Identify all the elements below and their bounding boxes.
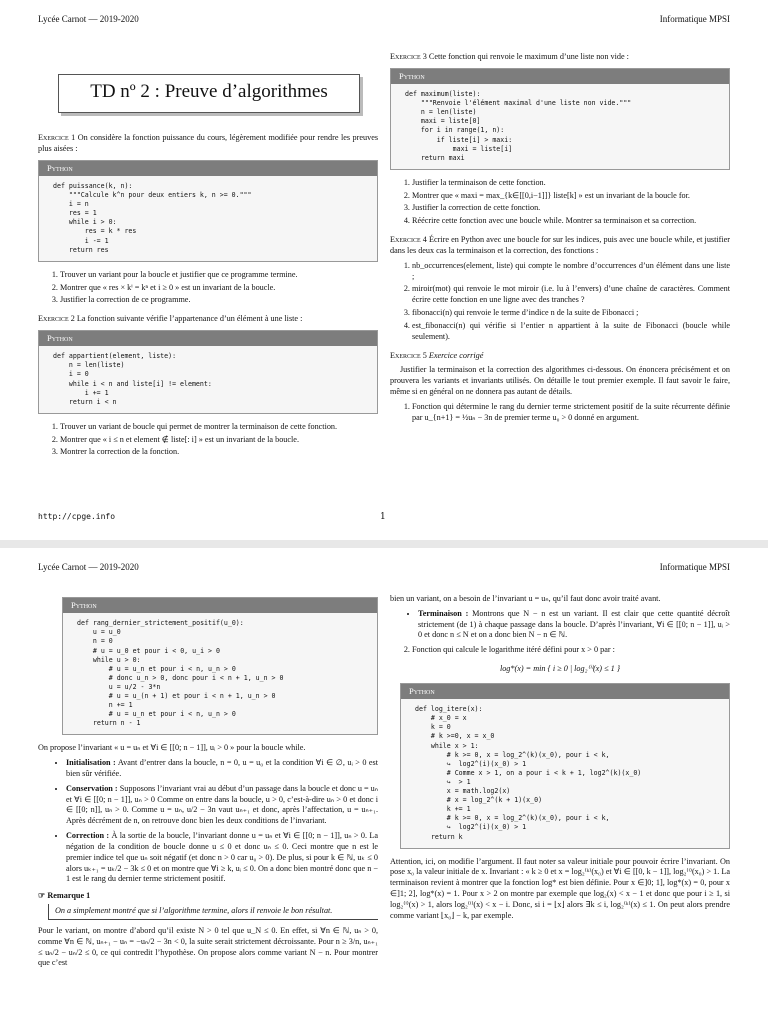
list-item: 3. Justifier la correction de cette fonction. bbox=[412, 203, 730, 214]
code-block-maximum bbox=[390, 68, 730, 170]
exercise-1 bbox=[38, 133, 378, 155]
code-listing: def rang_dernier_strictement_positif(u_0): u = u_0 n = 0 # u = u_0 et pour i < 0, u_i > 0 while u > 0: # u = u_n et pour i < n, u_n > 0 # donc u_n > 0, donc pour i < n + 1, u_n > 0 u = u/2 - 3*n # u = u_(n + 1) et pour i < n + 1, u_n > 0 n += 1 # u = u_n et pour i < n, u_n > 0 return n - 1 bbox=[63, 613, 377, 734]
footer-url: http://cpge.info bbox=[38, 512, 116, 521]
invariant-text: On propose l’invariant « u = uₙ et ∀i ∈ [[0; n − 1]], uᵢ > 0 » pour la boucle while. bbox=[38, 743, 306, 753]
code-listing: def puissance(k, n): """Calcule k^n pour deux entiers k, n >= 0.""" i = n res = 1 while i > 0: res = k * res i -= 1 return res bbox=[39, 176, 377, 261]
list-item: • Conservation : Supposons l’invariant vrai au début d’un passage dans la boucle et donc u = uₙ et ∀i ∈ [[0; n − 1]], uₙ > 0 Comme on entre dans la boucle, u > 0, c’est-à-dire uₙ > 0 et donc i ∈ [[0; n]], uₙ > 0. Comme u = uₙ, u/2 − 3n vaut uₙ₊₁ et donc, après l’affectation, u = uₙ₊₁. Après décrément de n, on retrouve donc bien les deux conditions de l’invariant. bbox=[66, 784, 378, 827]
page-2 bbox=[0, 548, 768, 1024]
list-item: 1. Trouver un variant de boucle qui permet de montrer la terminaison de cette fonction. bbox=[60, 422, 378, 433]
list-item: 4. Réécrire cette fonction avec une boucle while. Montrer sa terminaison et sa correction. bbox=[412, 216, 730, 227]
exercise-1-heading: Exercice 1 bbox=[38, 133, 76, 143]
list-item: • Initialisation : Avant d’entrer dans la boucle, n = 0, u = u₀ et la condition ∀i ∈ ∅, uᵢ > 0 est bien sûr vérifiée. bbox=[66, 758, 378, 780]
page2-left-column bbox=[38, 592, 378, 973]
exercise-4 bbox=[390, 235, 730, 257]
attention-text: Attention, ici, on modifie l’argument. Il faut noter sa valeur initiale pour pouvoir écrire l’invariant. On pose x₀ la valeur initiale de x. Invariant : « k ≥ 0 et x = log₂⁽ᵏ⁾(x₀) et ∀i ∈ [[0, k − 1]], log₂⁽ⁱ⁾(x₀) > 1. La terminaison revient à montrer que la fonction log* est bien définie. Pour x ∈]0; 1], log*(x) = 0, pour x ∈]1; 2], log*(x) = 1. Pour x > 2 on montre par exemple que log₂(x) < x − 1 et donc que pour i ≥ 1, si log₂⁽ⁱ⁾(x) > 1, alors log₂⁽ⁱ⁾(x) < x − i. Donc, si i = ⌊x⌋ alors ∃k ≤ i, log₂⁽ᵏ⁾(x) ≤ 1. On peut alors prendre comme variant ⌊x₀⌋ − k, par exemple. bbox=[390, 856, 730, 920]
code-language-label: Python bbox=[401, 684, 729, 699]
list-item: 1. Trouver un variant pour la boucle et justifier que ce programme termine. bbox=[60, 270, 378, 281]
exercise-2-intro: La fonction suivante vérifie l’appartenance d’un élément à une liste : bbox=[76, 314, 303, 324]
page1-right-column bbox=[390, 52, 730, 430]
list-item: 2. miroir(mot) qui renvoie le mot miroir (i.e. lu à l’envers) d’une chaîne de caractères. Comment écrire cette fonction en une ligne avec des tranches ? bbox=[412, 284, 730, 306]
list-item: 2. Fonction qui calcule le logarithme itéré défini pour x > 0 par : bbox=[412, 645, 730, 656]
code-listing: def maximum(liste): """Renvoie l'élément maximal d'une liste non vide.""" n = len(liste) maxi = liste[0] for i in range(1, n): if liste[i] > maxi: maxi = liste[i] return maxi bbox=[391, 84, 729, 169]
header-right: Informatique MPSI bbox=[659, 14, 730, 24]
exercise-3-questions bbox=[390, 178, 730, 227]
list-item: 3. Montrer la correction de la fonction. bbox=[60, 447, 378, 458]
code-language-label: Python bbox=[63, 598, 377, 613]
exercise-5 bbox=[390, 351, 730, 362]
exercise-1-questions bbox=[38, 270, 378, 306]
page-number: 1 bbox=[380, 512, 386, 522]
exercise-4-heading: Exercice 4 bbox=[390, 235, 427, 245]
page-title: TD nº 2 : Preuve d’algorithmes bbox=[58, 74, 360, 113]
exercise-3-intro: Cette fonction qui renvoie le maximum d’une liste non vide : bbox=[428, 52, 629, 61]
proof-bullets bbox=[38, 758, 378, 885]
code-listing: def appartient(element, liste): n = len(liste) i = 0 while i < n and liste[i] != element: i += 1 return i < n bbox=[39, 346, 377, 413]
list-item: 2. Montrer que « i ≤ n et element ∉ liste[: i] » est un invariant de la boucle. bbox=[60, 435, 378, 446]
list-item: 1. nb_occurrences(element, liste) qui compte le nombre d’occurrences d’un élément dans une liste ; bbox=[412, 261, 730, 283]
exercise-1-intro: On considère la fonction puissance du cours, légèrement modifiée pour rendre les preuves plus aisées : bbox=[38, 133, 379, 153]
exercise-5-questions bbox=[390, 402, 730, 424]
code-language-label: Python bbox=[39, 161, 377, 176]
exercise-4-intro: Écrire en Python avec une boucle for sur les indices, puis avec une boucle while, et justifier dans les deux cas la terminaison et la correction, des fonctions : bbox=[390, 235, 731, 255]
exercise-5-questions-cont bbox=[390, 645, 730, 656]
exercise-5-heading: Exercice 5 bbox=[390, 350, 427, 360]
page2-right-column bbox=[390, 592, 730, 926]
code-block-appartient bbox=[38, 330, 378, 414]
code-listing: def log_itere(x): # x_0 = x k = 0 # k >=0, x = x_0 while x > 1: # k >= 0, x = log_2^(k)(x_0), pour i < k, ↪ log2^(i)(x_0) > 1 # Comme x > 1, on a pour i < k + 1, log2^(k)(x_0) ↪ > 1 x = math.log2(x) # x = log_2^(k + 1)(x_0) k += 1 # k >= 0, x = log_2^(k)(x_0), pour i < k, ↪ log2^(i)(x_0) > 1 return k bbox=[401, 699, 729, 847]
code-language-label: Python bbox=[391, 69, 729, 84]
exercise-5-intro: Justifier la terminaison et la correction des algorithmes ci-dessous. On énoncera précisément et on prouvera les variants et invariants utilisés. On détaille le tout premier exemple. Il faut savoir le faire, même si en général on ne donnera pas autant de détails. bbox=[390, 365, 730, 397]
exercise-3-heading: Exercice 3 bbox=[390, 52, 427, 61]
code-block-rang bbox=[62, 597, 378, 735]
log-star-formula: log*(x) = min { i ≥ 0 | log₂⁽ⁱ⁾(x) ≤ 1 } bbox=[499, 664, 621, 674]
remark-title: ☞ Remarque 1 bbox=[38, 891, 91, 901]
list-item: 3. Justifier la correction de ce programme. bbox=[60, 295, 378, 306]
list-item: 1. Fonction qui détermine le rang du dernier terme strictement positif de la suite récurrente définie par u_{n+1} = ½uₙ − 3n de premier terme u₀ > 0 donné en argument. bbox=[412, 402, 730, 424]
exercise-2 bbox=[38, 314, 378, 325]
page1-left-column bbox=[38, 74, 378, 464]
code-block-log-itere bbox=[400, 683, 730, 849]
header-left: Lycée Carnot — 2019-2020 bbox=[38, 14, 139, 24]
list-item: • Correction : À la sortie de la boucle, l’invariant donne u = uₙ et ∀i ∈ [[0; n − 1]], uₙ > 0. La négation de la condition de boucle donne u ≤ 0 et donc uₙ ≤ 0. Ceci montre que n est le premier indice tel que uₙ soit négatif (et donc n > 0 car u₀ > 0). De plus, si pour k ∈ ℕ, uₖ ≤ 0 alors uₖ₊₁ = uₖ/2 − 3k ≤ 0 et on montre que ∀i ≥ k, uᵢ ≤ 0. On a donc bien montré donc que n − 1 est le rang du dernier terme strictement positif. bbox=[66, 831, 378, 885]
list-item: 4. est_fibonacci(n) qui vérifie si l’entier n appartient à la suite de Fibonacci (boucle while seulement). bbox=[412, 321, 730, 343]
remark-body: On a simplement montré que si l’algorithme termine, alors il renvoie le bon résultat. bbox=[48, 904, 378, 920]
exercise-3 bbox=[390, 52, 730, 63]
list-item: 2. Montrer que « res × kⁱ = kⁿ et i ≥ 0 » est un invariant de la boucle. bbox=[60, 283, 378, 294]
continued-text: bien un variant, on a besoin de l’invariant u = uₙ, qu’il faut donc avoir traité avant. bbox=[390, 594, 661, 603]
exercise-2-heading: Exercice 2 bbox=[38, 314, 75, 324]
header-left: Lycée Carnot — 2019-2020 bbox=[38, 562, 139, 572]
termination-bullet bbox=[390, 609, 730, 641]
exercise-5-subtitle: Exercice corrigé bbox=[428, 350, 484, 360]
list-item: 2. Montrer que « maxi = max_{k∈[[0,i−1]]} liste[k] » est un invariant de la boucle for. bbox=[412, 191, 730, 202]
list-item: • Terminaison : Montrons que N − n est un variant. Il est clair que cette quantité décroît strictement (de 1) à chaque passage dans la boucle. D’après l’invariant, ∀i ∈ [[0; n − 1]], uᵢ > 0 et donc n ≤ N et on a donc bien N − n ∈ ℕ. bbox=[418, 609, 730, 641]
code-language-label: Python bbox=[39, 331, 377, 346]
header-right: Informatique MPSI bbox=[659, 562, 730, 572]
list-item: 1. Justifier la terminaison de cette fonction. bbox=[412, 178, 730, 189]
variant-text: Pour le variant, on montre d’abord qu’il existe N > 0 tel que u_N ≤ 0. En effet, si ∀n ∈ ℕ, uₙ > 0, comme ∀n ∈ ℕ, uₙ₊₁ − uₙ = −uₙ/2 − 3n < 0, la suite serait strictement décroissante. Pour n ≥ 3/n, uₙ₊₁ ≤ uₙ/2 − uₙ/2 ≤ 0, ce qui contredit l’hypothèse. On propose alors comme variant N − n. Pour montrer que c’est bbox=[38, 925, 378, 968]
exercise-4-questions bbox=[390, 261, 730, 343]
list-item: 3. fibonacci(n) qui renvoie le terme d’indice n de la suite de Fibonacci ; bbox=[412, 308, 730, 319]
exercise-2-questions bbox=[38, 422, 378, 458]
remark bbox=[38, 891, 378, 920]
code-block-puissance bbox=[38, 160, 378, 262]
